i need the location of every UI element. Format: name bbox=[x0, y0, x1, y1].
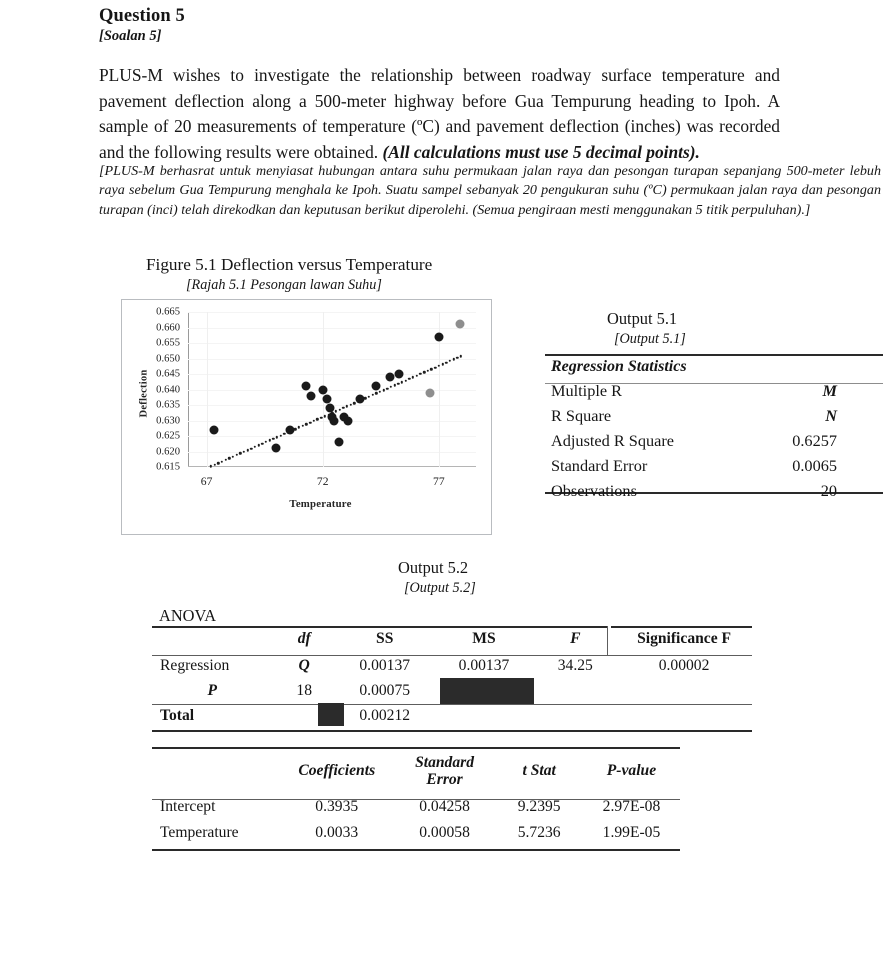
table-row bbox=[152, 820, 680, 846]
chart-trendline-point bbox=[375, 392, 377, 394]
chart-gridline-horizontal bbox=[188, 328, 476, 329]
chart-trendline-point bbox=[309, 421, 311, 423]
table-row bbox=[545, 403, 883, 428]
coef-rule-bottom bbox=[152, 849, 680, 851]
chart-trendline-point bbox=[427, 370, 429, 372]
anova-cell-ss: 0.00212 bbox=[359, 706, 411, 724]
anova-row-label: Total bbox=[160, 706, 195, 724]
chart-trendline-point bbox=[338, 408, 340, 410]
table-row bbox=[152, 703, 752, 728]
chart-trendline-point bbox=[254, 446, 256, 448]
chart-gridline-horizontal bbox=[188, 359, 476, 360]
anova-header-df: df bbox=[297, 630, 311, 647]
chart-trendline-point bbox=[305, 423, 307, 425]
chart-trendline-point bbox=[371, 394, 373, 396]
coef-header-se-line1: Standard bbox=[415, 754, 475, 771]
anova-cell-f bbox=[534, 678, 616, 703]
chart-trendline-point bbox=[364, 397, 366, 399]
stat-label: R Square bbox=[551, 405, 612, 425]
table-row bbox=[545, 478, 883, 503]
chart-trendline-point bbox=[412, 376, 414, 378]
anova-cell-f bbox=[534, 703, 616, 728]
stat-value: 20 bbox=[820, 480, 837, 500]
stat-label: Observations bbox=[551, 480, 637, 500]
coef-header-standard-error bbox=[394, 748, 496, 794]
coef-header-se-line2: Error bbox=[426, 771, 463, 788]
chart-y-tick-label: 0.640 bbox=[156, 384, 180, 395]
coef-cell-label: Intercept bbox=[160, 798, 216, 815]
redaction-box-residual-ms bbox=[440, 678, 534, 704]
figure-title: Figure 5.1 Deflection versus Temperature bbox=[146, 255, 433, 274]
chart-y-tick-label: 0.645 bbox=[156, 368, 180, 380]
chart-trendline-point bbox=[445, 361, 447, 363]
stat-label: Multiple R bbox=[551, 380, 623, 400]
coef-cell-coef: 0.0033 bbox=[315, 824, 359, 841]
chart-trendline-point bbox=[441, 363, 443, 365]
chart-gridline-horizontal bbox=[188, 452, 476, 453]
stat-value: N bbox=[825, 405, 837, 425]
table-row bbox=[545, 453, 883, 478]
chart-y-tick-label: 0.615 bbox=[156, 461, 180, 473]
coefficients-table bbox=[152, 748, 680, 846]
chart-y-tick-label: 0.630 bbox=[156, 415, 180, 426]
coef-cell-se: 0.04258 bbox=[419, 798, 470, 815]
coef-header-coefficients: Coefficients bbox=[298, 762, 376, 779]
anova-cell-sig_f: 0.00002 bbox=[658, 656, 710, 674]
stat-label: Adjusted R Square bbox=[551, 430, 674, 450]
anova-header-f: F bbox=[570, 630, 581, 647]
chart-trendline-point bbox=[390, 386, 392, 388]
chart-data-point bbox=[434, 332, 443, 341]
anova-cell-f: 34.25 bbox=[557, 656, 593, 674]
anova-cell-df: 18 bbox=[296, 681, 312, 699]
chart-x-axis-line bbox=[188, 466, 476, 467]
table-row bbox=[152, 794, 680, 820]
page-title: Question 5 bbox=[99, 6, 185, 26]
chart-trendline-point bbox=[434, 366, 436, 368]
chart-x-tick-label: 77 bbox=[433, 475, 445, 488]
table-row bbox=[545, 428, 883, 453]
chart-trendline-point bbox=[405, 379, 407, 381]
question-paragraph-english bbox=[99, 63, 780, 165]
stat-value: 0.0065 bbox=[792, 455, 837, 475]
chart-trendline-point bbox=[272, 438, 274, 440]
figure-title-malay: [Rajah 5.1 Pesongan lawan Suhu] bbox=[186, 277, 382, 293]
chart-trendline-point bbox=[261, 442, 263, 444]
chart-gridline-vertical bbox=[207, 312, 208, 467]
chart-plot-area bbox=[188, 312, 476, 467]
chart-trendline-point bbox=[265, 441, 267, 443]
regression-statistics-table bbox=[545, 355, 883, 503]
redaction-box-total-df bbox=[318, 703, 344, 726]
chart-trendline-point bbox=[379, 391, 381, 393]
chart-x-tick-label: 72 bbox=[316, 475, 329, 488]
chart-trendline-point bbox=[250, 447, 252, 449]
chart-trendline-point bbox=[335, 410, 337, 412]
coef-cell-t: 9.2395 bbox=[517, 798, 561, 815]
chart-trendline-point bbox=[228, 457, 230, 459]
anova-label: ANOVA bbox=[159, 606, 217, 625]
chart-trendline-point bbox=[408, 378, 410, 380]
chart-trendline-point bbox=[449, 360, 451, 362]
scatter-chart bbox=[121, 299, 492, 535]
chart-y-axis-title: Deflection bbox=[138, 369, 150, 418]
paragraph-calc-note: (All calculations must use 5 decimal points). bbox=[382, 141, 700, 162]
anova-header-row bbox=[152, 627, 752, 653]
output-51-title: Output 5.1 bbox=[607, 309, 678, 328]
chart-trendline-point bbox=[232, 455, 234, 457]
anova-rule-bottom bbox=[152, 730, 752, 732]
regression-statistics-header-row bbox=[545, 355, 883, 378]
chart-y-tick-label: 0.625 bbox=[156, 430, 180, 442]
anova-header-ss: SS bbox=[376, 630, 394, 647]
chart-trendline-point bbox=[397, 383, 399, 385]
coef-cell-se: 0.00058 bbox=[419, 824, 470, 841]
stat-label: Standard Error bbox=[551, 455, 648, 475]
anova-header-significance-f: Significance F bbox=[637, 630, 732, 647]
coef-header-p-value: P-value bbox=[606, 762, 657, 779]
chart-data-point bbox=[302, 382, 311, 391]
chart-trendline-point bbox=[235, 454, 237, 456]
chart-trendline-point bbox=[342, 407, 344, 409]
chart-data-point bbox=[272, 444, 281, 453]
coef-cell-coef: 0.3935 bbox=[315, 798, 359, 815]
chart-trendline-point bbox=[460, 355, 462, 357]
anova-header-blank bbox=[152, 627, 272, 653]
chart-y-tick-label: 0.635 bbox=[156, 399, 180, 411]
output-52-title-malay: [Output 5.2] bbox=[404, 580, 476, 596]
chart-data-point bbox=[344, 416, 353, 425]
chart-y-tick-label: 0.620 bbox=[156, 446, 180, 457]
chart-x-axis-title: Temperature bbox=[289, 498, 352, 510]
chart-trendline-point bbox=[302, 425, 304, 427]
chart-data-point bbox=[425, 388, 434, 397]
stat-value: M bbox=[822, 380, 837, 400]
anova-cell-ss: 0.00075 bbox=[359, 681, 411, 699]
anova-cell-sig_f bbox=[616, 703, 752, 728]
chart-gridline-horizontal bbox=[188, 374, 476, 375]
chart-data-point bbox=[307, 391, 316, 400]
anova-cell-sig_f bbox=[616, 678, 752, 703]
coef-cell-p: 2.97E-08 bbox=[602, 798, 661, 815]
chart-y-tick-label: 0.660 bbox=[156, 322, 180, 333]
anova-cell-df: Q bbox=[298, 656, 310, 674]
anova-cell-ms bbox=[434, 703, 535, 728]
coef-cell-t: 5.7236 bbox=[517, 824, 561, 841]
chart-trendline-point bbox=[394, 384, 396, 386]
chart-data-point bbox=[372, 382, 381, 391]
output-52-title: Output 5.2 bbox=[398, 558, 469, 577]
chart-trendline-point bbox=[430, 368, 432, 370]
coef-header-blank bbox=[152, 748, 280, 794]
chart-data-point bbox=[334, 438, 343, 447]
chart-trendline-point bbox=[268, 439, 270, 441]
chart-data-point bbox=[386, 373, 395, 382]
chart-y-tick-label: 0.650 bbox=[156, 353, 180, 364]
chart-trendline-point bbox=[257, 444, 259, 446]
regression-statistics-header: Regression Statistics bbox=[551, 358, 687, 375]
table-row bbox=[152, 653, 752, 678]
chart-trendline-point bbox=[368, 396, 370, 398]
anova-cell-ss: 0.00137 bbox=[359, 656, 411, 674]
chart-trendline-point bbox=[217, 462, 219, 464]
page-title-malay: [Soalan 5] bbox=[99, 28, 162, 44]
table-row bbox=[545, 378, 883, 403]
chart-gridline-horizontal bbox=[188, 343, 476, 344]
chart-data-point bbox=[286, 425, 295, 434]
chart-trendline-point bbox=[224, 459, 226, 461]
chart-data-point bbox=[209, 425, 218, 434]
anova-header-ms: MS bbox=[472, 630, 496, 647]
coef-header-row bbox=[152, 748, 680, 794]
output-51-title-malay: [Output 5.1] bbox=[614, 331, 686, 347]
chart-data-point bbox=[330, 416, 339, 425]
paragraph-text: PLUS-M wishes to investigate the relationship between roadway surface temperature and pavement deflection along a 500-meter highway before Gua Tempurung heading to Ipoh. A sample of 20 measurements of temperature (ºC) and pavement deflection (inches) was recorded and the following results were obtained. bbox=[99, 65, 780, 162]
chart-y-tick-label: 0.655 bbox=[156, 337, 180, 349]
question-paragraph-malay: [PLUS-M berhasrat untuk menyiasat hubungan antara suhu permukaan jalan raya dan pesongan turapan sepanjang 500-meter lebuh raya sebelum Gua Tempurung menghala ke Ipoh. Suatu sampel sebanyak 20 pengukuran suhu (ºC) permukaan jalan raya dan pesongan turapan (inci) telah direkodkan dan keputusan berikut diperolehi. (Semua pengiraan mesti menggunakan 5 titik perpuluhan).] bbox=[99, 163, 881, 218]
chart-data-point bbox=[455, 320, 464, 329]
chart-data-point bbox=[395, 370, 404, 379]
anova-cell-ms: 0.00137 bbox=[458, 656, 510, 674]
anova-row-label: Regression bbox=[160, 656, 230, 674]
chart-data-point bbox=[325, 404, 334, 413]
chart-trendline-point bbox=[324, 415, 326, 417]
anova-row-label: P bbox=[207, 681, 217, 699]
chart-trendline-point bbox=[221, 460, 223, 462]
chart-trendline-point bbox=[298, 426, 300, 428]
coef-cell-p: 1.99E-05 bbox=[602, 824, 661, 841]
chart-data-point bbox=[318, 385, 327, 394]
chart-trendline-point bbox=[401, 381, 403, 383]
chart-x-tick-label: 67 bbox=[200, 475, 213, 488]
chart-y-tick-label: 0.665 bbox=[156, 306, 180, 318]
coef-header-t-stat: t Stat bbox=[522, 762, 556, 779]
chart-data-point bbox=[323, 394, 332, 403]
chart-gridline-horizontal bbox=[188, 312, 476, 313]
chart-data-point bbox=[355, 394, 364, 403]
stat-value: 0.6257 bbox=[792, 430, 837, 450]
chart-gridline-horizontal bbox=[188, 436, 476, 437]
coef-cell-label: Temperature bbox=[160, 824, 239, 841]
chart-trendline-point bbox=[283, 433, 285, 435]
chart-trendline-point bbox=[239, 452, 241, 454]
